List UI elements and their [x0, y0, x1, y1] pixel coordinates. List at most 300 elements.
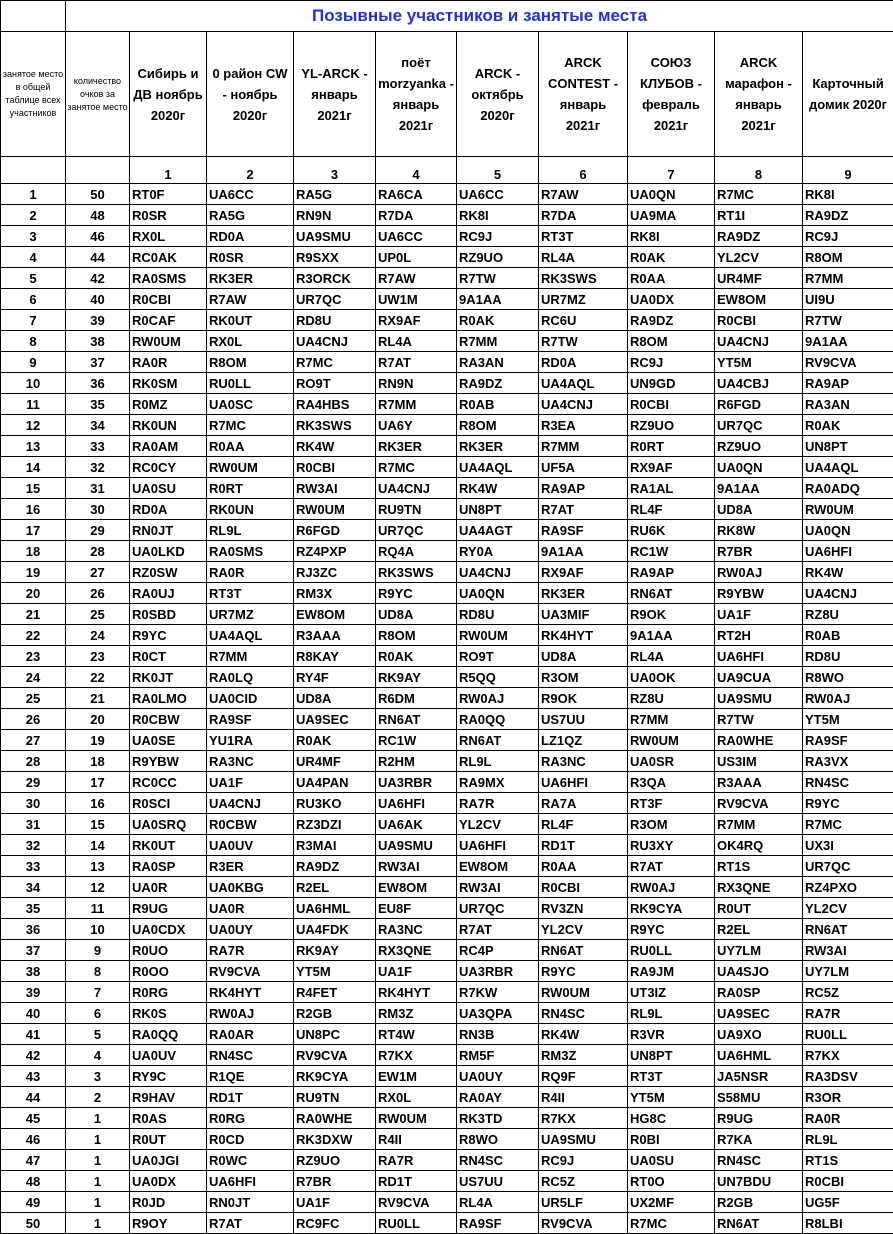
callsign-cell: UA6HML: [715, 1045, 803, 1066]
table-row: [1, 436, 893, 457]
callsign-cell: UF5A: [539, 457, 628, 478]
place-cell: 34: [1, 877, 66, 898]
callsign-cell: YL2CV: [715, 247, 803, 268]
place-cell: 48: [1, 1171, 66, 1192]
callsign-cell: R0UT: [715, 898, 803, 919]
points-cell: 25: [66, 604, 130, 625]
callsign-cell: UA4AQL: [803, 457, 893, 478]
points-cell: 40: [66, 289, 130, 310]
place-cell: 9: [1, 352, 66, 373]
column-number: 6: [539, 157, 628, 184]
points-cell: 50: [66, 184, 130, 205]
points-cell: 17: [66, 772, 130, 793]
table-row: [1, 751, 893, 772]
table-row: [1, 520, 893, 541]
callsign-cell: R7KX: [539, 1108, 628, 1129]
callsign-cell: UA0CDX: [130, 919, 207, 940]
callsign-cell: R0AB: [803, 625, 893, 646]
header-contest: Сибирь и ДВ ноябрь 2020г: [130, 32, 207, 157]
callsign-cell: R3OM: [539, 667, 628, 688]
callsign-cell: RW0UM: [457, 625, 539, 646]
header-points: количество очков за занятое место: [66, 32, 130, 157]
callsign-cell: RT3F: [628, 793, 715, 814]
callsign-cell: RN4SC: [803, 772, 893, 793]
place-cell: 33: [1, 856, 66, 877]
callsign-cell: R7MC: [628, 1213, 715, 1234]
callsign-cell: RA9DZ: [628, 310, 715, 331]
callsign-cell: R5QQ: [457, 667, 539, 688]
callsign-cell: RQ4A: [376, 541, 457, 562]
place-cell: 27: [1, 730, 66, 751]
callsign-cell: UR4MF: [715, 268, 803, 289]
table-row: [1, 394, 893, 415]
callsign-cell: RK4W: [539, 1024, 628, 1045]
callsign-cell: RL9L: [457, 751, 539, 772]
callsign-cell: RA3VX: [803, 751, 893, 772]
callsign-cell: RZ4PXP: [294, 541, 376, 562]
callsign-cell: RK9CYA: [294, 1066, 376, 1087]
callsign-cell: R3AAA: [294, 625, 376, 646]
table-row: [1, 184, 893, 205]
callsign-cell: RD0A: [207, 226, 294, 247]
callsign-cell: RA3DSV: [803, 1066, 893, 1087]
callsign-cell: UA4AGT: [457, 520, 539, 541]
callsign-cell: R7AT: [376, 352, 457, 373]
callsign-cell: UA4CNJ: [376, 478, 457, 499]
callsign-cell: R0CBI: [803, 1171, 893, 1192]
callsign-cell: RO9T: [457, 646, 539, 667]
callsign-cell: UA0DX: [130, 1171, 207, 1192]
callsign-cell: R0AK: [294, 730, 376, 751]
callsign-cell: US3IM: [715, 751, 803, 772]
callsign-cell: RA9SF: [803, 730, 893, 751]
header-contest: ARCK - октябрь 2020г: [457, 32, 539, 157]
place-cell: 8: [1, 331, 66, 352]
callsign-cell: UA0SC: [207, 394, 294, 415]
callsign-cell: UA3RBR: [376, 772, 457, 793]
callsign-cell: RA0R: [803, 1108, 893, 1129]
points-cell: 14: [66, 835, 130, 856]
callsign-cell: RC9J: [803, 226, 893, 247]
callsign-cell: RU0LL: [207, 373, 294, 394]
callsign-cell: R7AW: [376, 268, 457, 289]
table-row: [1, 730, 893, 751]
points-cell: 1: [66, 1213, 130, 1234]
callsign-cell: R0CBW: [130, 709, 207, 730]
callsign-cell: UA6HFI: [376, 793, 457, 814]
table-row: [1, 457, 893, 478]
callsign-cell: UY7LM: [715, 940, 803, 961]
callsign-cell: UA6HML: [294, 898, 376, 919]
callsign-cell: R3AAA: [715, 772, 803, 793]
table-row: [1, 1213, 893, 1234]
callsign-cell: RK3ER: [207, 268, 294, 289]
callsign-cell: R0CBW: [207, 814, 294, 835]
callsign-cell: R0UT: [130, 1129, 207, 1150]
callsign-cell: RT3T: [539, 226, 628, 247]
callsign-cell: UA6CC: [457, 184, 539, 205]
callsign-cell: UA0SU: [130, 478, 207, 499]
callsign-cell: UA6HFI: [207, 1171, 294, 1192]
callsign-cell: R0RT: [628, 436, 715, 457]
callsign-cell: RK9AY: [376, 667, 457, 688]
callsign-cell: RD1T: [207, 1087, 294, 1108]
callsign-cell: RA0QQ: [457, 709, 539, 730]
callsign-cell: EW1M: [376, 1066, 457, 1087]
points-cell: 1: [66, 1192, 130, 1213]
callsign-cell: RW0AJ: [457, 688, 539, 709]
callsign-cell: RC0CY: [130, 457, 207, 478]
callsign-cell: RZ9UO: [628, 415, 715, 436]
table-row: [1, 961, 893, 982]
table-row: [1, 835, 893, 856]
place-cell: 45: [1, 1108, 66, 1129]
callsign-cell: EU8F: [376, 898, 457, 919]
callsign-cell: R8LBI: [803, 1213, 893, 1234]
points-cell: 44: [66, 247, 130, 268]
callsign-cell: R7AW: [207, 289, 294, 310]
callsign-cell: R7TW: [803, 310, 893, 331]
callsign-cell: R0AA: [539, 856, 628, 877]
points-cell: 34: [66, 415, 130, 436]
callsign-cell: RV9CVA: [539, 1213, 628, 1234]
table-row: [1, 415, 893, 436]
callsign-cell: R7MM: [628, 709, 715, 730]
callsign-cell: UA4CNJ: [294, 331, 376, 352]
callsign-cell: JA5NSR: [715, 1066, 803, 1087]
callsign-cell: RN4SC: [539, 1003, 628, 1024]
callsign-cell: UA4AQL: [539, 373, 628, 394]
place-cell: 39: [1, 982, 66, 1003]
callsign-cell: R0AS: [130, 1108, 207, 1129]
callsign-cell: UA0OK: [628, 667, 715, 688]
callsign-cell: R9OK: [539, 688, 628, 709]
callsign-cell: RZ9UO: [715, 436, 803, 457]
table-row: [1, 625, 893, 646]
callsign-cell: RT1I: [715, 205, 803, 226]
callsign-cell: RK3ER: [376, 436, 457, 457]
callsign-cell: R8WO: [457, 1129, 539, 1150]
place-cell: 37: [1, 940, 66, 961]
callsign-cell: RN0JT: [130, 520, 207, 541]
callsign-cell: RZ8U: [628, 688, 715, 709]
callsign-cell: RK9AY: [294, 940, 376, 961]
callsign-cell: R8OM: [457, 415, 539, 436]
callsign-cell: RL4A: [376, 331, 457, 352]
callsign-cell: RW0UM: [376, 1108, 457, 1129]
header-contest: поёт morzyanka - январь 2021г: [376, 32, 457, 157]
callsign-cell: UA0LKD: [130, 541, 207, 562]
callsign-cell: R0CBI: [130, 289, 207, 310]
callsign-cell: YL2CV: [803, 898, 893, 919]
column-number: 3: [294, 157, 376, 184]
callsign-cell: R7KA: [715, 1129, 803, 1150]
callsign-cell: RA0R: [130, 352, 207, 373]
callsign-cell: RU3XY: [628, 835, 715, 856]
callsign-cell: UR7QC: [376, 520, 457, 541]
callsign-cell: RL4F: [628, 499, 715, 520]
callsign-cell: RA3NC: [376, 919, 457, 940]
callsign-cell: R9YC: [376, 583, 457, 604]
callsign-cell: RA9AP: [803, 373, 893, 394]
callsign-cell: UN8PT: [628, 1045, 715, 1066]
callsign-cell: RN4SC: [715, 1150, 803, 1171]
callsign-cell: R8WO: [803, 667, 893, 688]
callsign-cell: EW8OM: [457, 856, 539, 877]
callsign-cell: RA9DZ: [715, 226, 803, 247]
callsign-cell: UA6HFI: [715, 646, 803, 667]
callsign-cell: UA6HFI: [539, 772, 628, 793]
callsign-cell: YT5M: [715, 352, 803, 373]
callsign-cell: R9HAV: [130, 1087, 207, 1108]
callsign-cell: UX3I: [803, 835, 893, 856]
callsign-cell: UA0SE: [130, 730, 207, 751]
place-cell: 31: [1, 814, 66, 835]
callsign-cell: RK0UT: [207, 310, 294, 331]
place-cell: 3: [1, 226, 66, 247]
callsign-cell: RK0SM: [130, 373, 207, 394]
place-cell: 50: [1, 1213, 66, 1234]
place-cell: 2: [1, 205, 66, 226]
callsign-cell: RA4HBS: [294, 394, 376, 415]
callsign-cell: RA7R: [803, 1003, 893, 1024]
callsign-cell: UA9SEC: [294, 709, 376, 730]
callsign-cell: RK0UN: [207, 499, 294, 520]
callsign-cell: RA9DZ: [294, 856, 376, 877]
callsign-cell: RN6AT: [539, 940, 628, 961]
callsign-cell: RD1T: [376, 1171, 457, 1192]
column-number: 5: [457, 157, 539, 184]
points-cell: 12: [66, 877, 130, 898]
table-row: [1, 877, 893, 898]
place-cell: 1: [1, 184, 66, 205]
points-cell: 30: [66, 499, 130, 520]
callsign-cell: R4II: [539, 1087, 628, 1108]
callsign-cell: RU9TN: [376, 499, 457, 520]
points-cell: 37: [66, 352, 130, 373]
callsign-cell: RK4HYT: [207, 982, 294, 1003]
column-number: 7: [628, 157, 715, 184]
callsign-cell: RA3NC: [207, 751, 294, 772]
place-cell: 19: [1, 562, 66, 583]
callsign-cell: RW0UM: [207, 457, 294, 478]
place-cell: 20: [1, 583, 66, 604]
callsign-cell: UX2MF: [628, 1192, 715, 1213]
callsign-cell: RM3Z: [376, 1003, 457, 1024]
header-contest: 0 район CW - ноябрь 2020г: [207, 32, 294, 157]
callsign-cell: RA0SP: [130, 856, 207, 877]
callsign-cell: R9YC: [628, 919, 715, 940]
callsign-cell: UR7QC: [294, 289, 376, 310]
callsign-cell: UR5LF: [539, 1192, 628, 1213]
callsign-cell: UA1F: [715, 604, 803, 625]
callsign-cell: RV9CVA: [294, 1045, 376, 1066]
callsign-cell: UA0KBG: [207, 877, 294, 898]
callsign-cell: R7MC: [803, 814, 893, 835]
callsign-cell: UR7QC: [457, 898, 539, 919]
callsign-cell: RA0SP: [715, 982, 803, 1003]
place-cell: 49: [1, 1192, 66, 1213]
callsign-cell: UA9XO: [715, 1024, 803, 1045]
callsign-cell: UD8A: [539, 646, 628, 667]
callsign-cell: UD8A: [715, 499, 803, 520]
points-cell: 26: [66, 583, 130, 604]
table-row: [1, 940, 893, 961]
callsign-cell: RC0AK: [130, 247, 207, 268]
callsign-cell: R3OM: [628, 814, 715, 835]
callsign-cell: YT5M: [294, 961, 376, 982]
callsign-cell: UA3QPA: [457, 1003, 539, 1024]
callsign-cell: UI9U: [803, 289, 893, 310]
points-cell: 38: [66, 331, 130, 352]
callsign-cell: UD8A: [376, 604, 457, 625]
callsign-cell: RA5G: [207, 205, 294, 226]
callsign-cell: UA0SU: [628, 1150, 715, 1171]
callsign-cell: RW0UM: [294, 499, 376, 520]
callsign-cell: UA6HFI: [803, 541, 893, 562]
callsign-cell: RC1W: [376, 730, 457, 751]
callsign-cell: UA0UV: [130, 1045, 207, 1066]
callsign-cell: RU0LL: [376, 1213, 457, 1234]
callsign-cell: UA4AQL: [457, 457, 539, 478]
callsign-cell: R0CBI: [628, 394, 715, 415]
callsign-cell: RA9DZ: [457, 373, 539, 394]
callsign-cell: R0SBD: [130, 604, 207, 625]
place-cell: 30: [1, 793, 66, 814]
callsign-cell: R9UG: [130, 898, 207, 919]
callsign-cell: RW3AI: [376, 856, 457, 877]
callsign-cell: R7MM: [539, 436, 628, 457]
column-number: 4: [376, 157, 457, 184]
callsign-cell: UN8PC: [294, 1024, 376, 1045]
callsign-cell: YL2CV: [539, 919, 628, 940]
place-cell: 40: [1, 1003, 66, 1024]
table-row: [1, 331, 893, 352]
callsign-cell: R7MM: [715, 814, 803, 835]
callsign-cell: 9A1AA: [715, 478, 803, 499]
points-cell: 1: [66, 1129, 130, 1150]
place-cell: 16: [1, 499, 66, 520]
callsign-cell: RT0O: [628, 1171, 715, 1192]
callsign-cell: R9UG: [715, 1108, 803, 1129]
place-cell: 12: [1, 415, 66, 436]
place-cell: 24: [1, 667, 66, 688]
callsign-cell: R9YC: [539, 961, 628, 982]
callsign-cell: UA4CNJ: [457, 562, 539, 583]
callsign-cell: R2EL: [715, 919, 803, 940]
table-row: [1, 982, 893, 1003]
callsign-cell: R0AK: [376, 646, 457, 667]
callsign-cell: UN8PT: [457, 499, 539, 520]
callsign-cell: R3ORCK: [294, 268, 376, 289]
callsign-cell: UN8PT: [803, 436, 893, 457]
callsign-cell: R0CBI: [539, 877, 628, 898]
callsign-cell: R6FGD: [715, 394, 803, 415]
callsign-cell: UG5F: [803, 1192, 893, 1213]
callsign-cell: RX3QNE: [376, 940, 457, 961]
callsign-cell: RT1S: [803, 1150, 893, 1171]
callsign-cell: RT3T: [207, 583, 294, 604]
callsign-cell: RA0WHE: [715, 730, 803, 751]
place-cell: 46: [1, 1129, 66, 1150]
callsign-cell: RX9AF: [539, 562, 628, 583]
callsign-cell: UD8A: [294, 688, 376, 709]
callsign-cell: LZ1QZ: [539, 730, 628, 751]
callsign-cell: RJ3ZC: [294, 562, 376, 583]
points-cell: 22: [66, 667, 130, 688]
callsign-cell: RN6AT: [376, 709, 457, 730]
callsign-cell: EW8OM: [715, 289, 803, 310]
callsign-cell: RK8I: [457, 205, 539, 226]
callsign-cell: UA4CNJ: [803, 583, 893, 604]
callsign-cell: R1QE: [207, 1066, 294, 1087]
table-row: [1, 709, 893, 730]
table-row: [1, 1003, 893, 1024]
callsign-cell: RC5Z: [539, 1171, 628, 1192]
callsign-cell: R6FGD: [294, 520, 376, 541]
callsign-cell: R9YBW: [130, 751, 207, 772]
callsign-cell: R8OM: [628, 331, 715, 352]
callsign-cell: UA4AQL: [207, 625, 294, 646]
page-title: Позывные участников и занятые места: [66, 1, 893, 32]
callsign-cell: YT5M: [628, 1087, 715, 1108]
table-row: [1, 541, 893, 562]
callsign-cell: RN9N: [294, 205, 376, 226]
callsign-cell: R8OM: [207, 352, 294, 373]
callsign-cell: UA6HFI: [457, 835, 539, 856]
callsign-cell: RW0AJ: [715, 562, 803, 583]
callsign-cell: R9OY: [130, 1213, 207, 1234]
table-row: [1, 373, 893, 394]
callsign-cell: RK3SWS: [539, 268, 628, 289]
callsign-cell: RA0R: [207, 562, 294, 583]
callsign-cell: R0CT: [130, 646, 207, 667]
callsign-cell: R7MC: [715, 184, 803, 205]
callsign-cell: R8OM: [376, 625, 457, 646]
callsign-cell: RC5Z: [803, 982, 893, 1003]
callsign-cell: UA4CBJ: [715, 373, 803, 394]
callsign-cell: UN7BDU: [715, 1171, 803, 1192]
callsign-cell: HG8C: [628, 1108, 715, 1129]
callsign-cell: RX0L: [207, 331, 294, 352]
callsign-cell: R3MAI: [294, 835, 376, 856]
table-row: [1, 289, 893, 310]
callsign-cell: UA9SEC: [715, 1003, 803, 1024]
callsign-cell: R0AB: [457, 394, 539, 415]
callsign-cell: R0MZ: [130, 394, 207, 415]
callsign-cell: R7MC: [294, 352, 376, 373]
callsign-cell: RA9DZ: [803, 205, 893, 226]
column-number: 1: [130, 157, 207, 184]
callsign-cell: UA1F: [294, 1192, 376, 1213]
points-cell: 28: [66, 541, 130, 562]
callsign-cell: UA0JGI: [130, 1150, 207, 1171]
place-cell: 13: [1, 436, 66, 457]
callsign-cell: R9YBW: [715, 583, 803, 604]
points-cell: 46: [66, 226, 130, 247]
callsign-cell: UA0UV: [207, 835, 294, 856]
callsign-cell: UA9SMU: [376, 835, 457, 856]
callsign-cell: RN6AT: [803, 919, 893, 940]
callsign-cell: RK4HYT: [376, 982, 457, 1003]
callsign-cell: UA9CUA: [715, 667, 803, 688]
points-cell: 21: [66, 688, 130, 709]
callsign-cell: UA4PAN: [294, 772, 376, 793]
callsign-cell: R7MM: [457, 331, 539, 352]
callsign-cell: RK0UT: [130, 835, 207, 856]
callsign-cell: 9A1AA: [539, 541, 628, 562]
callsign-cell: UW1M: [376, 289, 457, 310]
